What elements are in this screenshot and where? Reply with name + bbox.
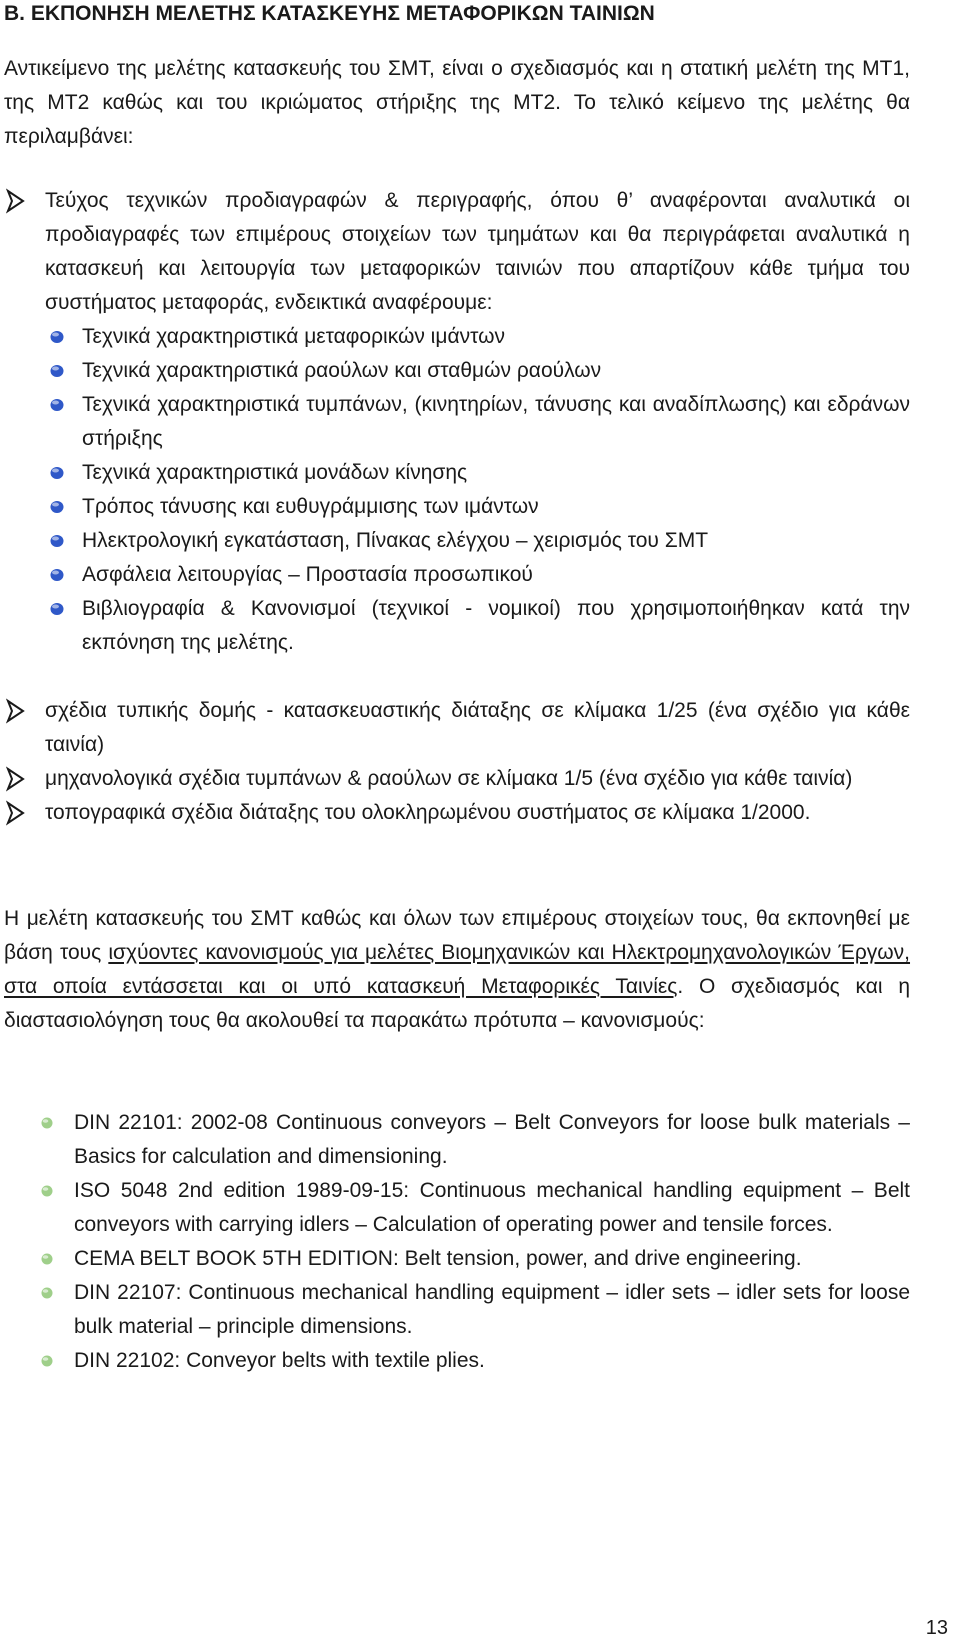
sub-item-text: Τεχνικά χαρακτηριστικά ραούλων και σταθμών ραούλων — [82, 359, 602, 382]
sub-list-item — [0, 456, 910, 490]
list-item-text: σχέδια τυπικής δομής - κατασκευαστικής διάταξης σε κλίμακα 1/25 (ένα σχέδιο για κάθε ταινία) — [45, 699, 910, 756]
standards-paragraph — [4, 902, 910, 1038]
arrow-bullet-icon — [6, 766, 26, 792]
standard-item — [0, 1344, 910, 1378]
sub-item-text: Τρόπος τάνυσης και ευθυγράμμισης των ιμάντων — [82, 495, 539, 518]
underlined-text: ισχύοντες κανονισμούς για μελέτες Βιομηχανικών και Ηλεκτρομηχανολογικών Έργων, στα οποία εντάσσεται και οι υπό κατασκευή Μεταφορικές Ταινίες — [4, 941, 911, 998]
sub-item-text: Τεχνικά χαρακτηριστικά μονάδων κίνησης — [82, 461, 468, 484]
sub-list-item — [0, 592, 910, 660]
sub-list-item — [0, 558, 910, 592]
standard-text: DIN 22107: Continuous mechanical handling equipment – idler sets – idler sets for loose bulk material – principle dimensions. — [74, 1281, 910, 1338]
green-ball-bullet-icon — [40, 1183, 54, 1199]
standard-item — [0, 1106, 910, 1174]
blue-ball-bullet-icon — [49, 601, 65, 617]
blue-ball-bullet-icon — [49, 533, 65, 549]
standard-item — [0, 1242, 910, 1276]
deliverables-list — [0, 184, 910, 830]
green-ball-bullet-icon — [40, 1285, 54, 1301]
sub-list-item — [0, 524, 910, 558]
green-ball-bullet-icon — [40, 1353, 54, 1369]
paragraph-text: Η μελέτη κατασκευής του ΣΜΤ καθώς και όλων των επιμέρους στοιχείων τους, θα εκπονηθεί με βάση τους — [4, 907, 910, 964]
sub-list — [0, 320, 910, 660]
blue-ball-bullet-icon — [49, 397, 65, 413]
green-ball-bullet-icon — [40, 1115, 54, 1131]
standard-item — [0, 1174, 910, 1242]
sub-list-item — [0, 354, 910, 388]
list-item — [0, 796, 910, 830]
sub-item-text: Ασφάλεια λειτουργίας – Προστασία προσωπικού — [82, 563, 533, 586]
section-title: Β. ΕΚΠΟΝΗΣΗ ΜΕΛΕΤΗΣ ΚΑΤΑΣΚΕΥΗΣ ΜΕΤΑΦΟΡΙΚΩΝ ΤΑΙΝΙΩΝ — [4, 2, 655, 25]
list-item-text: τοπογραφικά σχέδια διάταξης του ολοκληρωμένου συστήματος σε κλίμακα 1/2000. — [45, 801, 811, 824]
sub-list-item — [0, 388, 910, 456]
intro-paragraph: Αντικείμενο της μελέτης κατασκευής του ΣΜΤ, είναι ο σχεδιασμός και η στατική μελέτη της ΜΤ1, της ΜΤ2 καθώς και του ικριώματος στήριξης της ΜΤ2. Το τελικό κείμενο της μελέτης θα περιλαμβάνει: — [4, 57, 910, 148]
sub-list-item — [0, 320, 910, 354]
standards-list — [0, 1106, 910, 1378]
blue-ball-bullet-icon — [49, 567, 65, 583]
blue-ball-bullet-icon — [49, 465, 65, 481]
sub-item-text: Βιβλιογραφία & Κανονισμοί (τεχνικοί - νομικοί) που χρησιμοποιήθηκαν κατά την εκπόνηση της μελέτης. — [82, 597, 910, 654]
standard-item — [0, 1276, 910, 1344]
sub-item-text: Τεχνικά χαρακτηριστικά μεταφορικών ιμάντων — [82, 325, 505, 348]
blue-ball-bullet-icon — [49, 329, 65, 345]
standard-text: DIN 22102: Conveyor belts with textile plies. — [74, 1349, 485, 1372]
sub-item-text: Τεχνικά χαρακτηριστικά τυμπάνων, (κινητηρίων, τάνυσης και αναδίπλωσης) και εδράνων στήριξης — [82, 393, 910, 450]
arrow-bullet-icon — [6, 698, 26, 724]
page-number: 13 — [925, 1617, 948, 1639]
list-item — [0, 694, 910, 762]
green-ball-bullet-icon — [40, 1251, 54, 1267]
sub-list-item — [0, 490, 910, 524]
sub-item-text: Ηλεκτρολογική εγκατάσταση, Πίνακας ελέγχου – χειρισμός του ΣΜΤ — [82, 529, 709, 552]
standard-text: ISO 5048 2nd edition 1989-09-15: Continuous mechanical handling equipment – Belt conveyors with carrying idlers – Calculation of operating power and tensile forces. — [74, 1179, 910, 1236]
blue-ball-bullet-icon — [49, 499, 65, 515]
list-item-text: μηχανολογικά σχέδια τυμπάνων & ραούλων σε κλίμακα 1/5 (ένα σχέδιο για κάθε ταινία) — [45, 767, 853, 790]
list-item — [0, 762, 910, 796]
arrow-bullet-icon — [6, 188, 26, 214]
standard-text: CEMA BELT BOOK 5TH EDITION: Belt tension, power, and drive engineering. — [74, 1247, 802, 1270]
list-item — [0, 184, 910, 660]
blue-ball-bullet-icon — [49, 363, 65, 379]
paragraph-text: . Ο σχεδιασμός και η διαστασιολόγηση τους θα ακολουθεί τα παρακάτω πρότυπα – κανονισμούς: — [4, 975, 910, 1032]
arrow-bullet-icon — [6, 800, 26, 826]
list-item-text: Τεύχος τεχνικών προδιαγραφών & περιγραφής, όπου θ’ αναφέρονται αναλυτικά οι προδιαγραφές των επιμέρους στοιχείων των τμημάτων και θα περιγράφεται αναλυτικά η κατασκευή και λειτουργία των μεταφορικών ταινιών που απαρτίζουν κάθε τμήμα του συστήματος μεταφοράς, ενδεικτικά αναφέρουμε: — [45, 189, 910, 314]
standard-text: DIN 22101: 2002-08 Continuous conveyors – Belt Conveyors for loose bulk materials – Basics for calculation and dimensioning. — [74, 1111, 910, 1168]
